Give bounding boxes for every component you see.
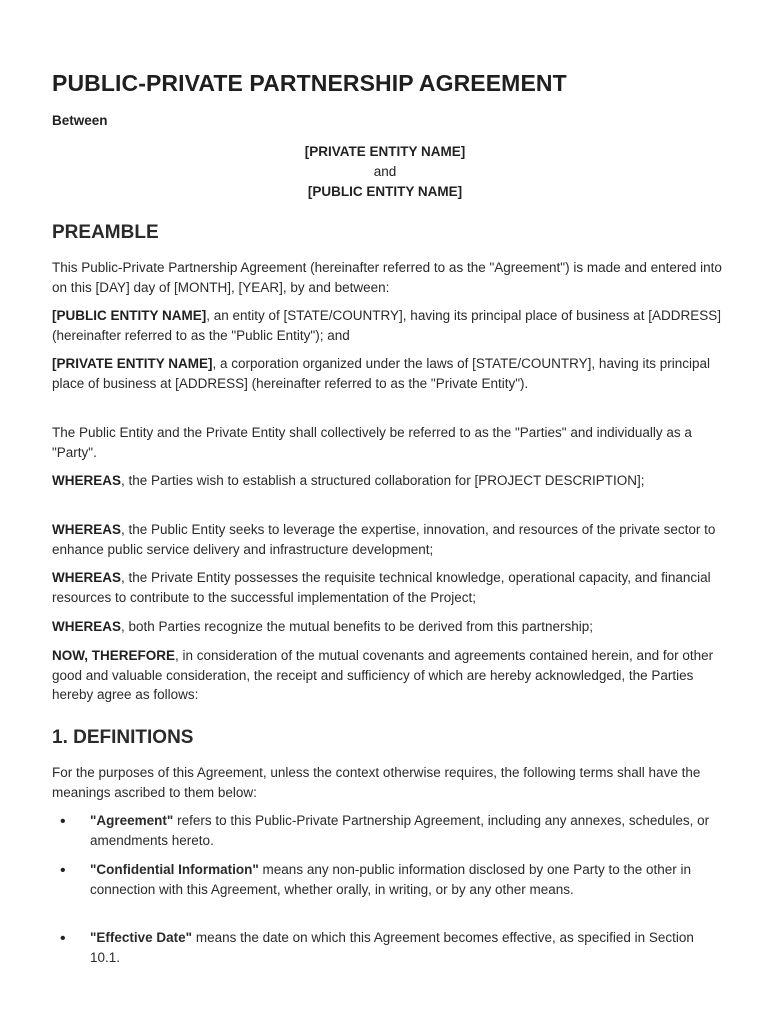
whereas-label: WHEREAS xyxy=(52,473,122,488)
public-entity-paragraph xyxy=(52,306,722,345)
preamble-heading: PREAMBLE xyxy=(52,222,159,243)
definition-text: means the date on which this Agreement becomes effective, as specified in Section 10.1. xyxy=(90,930,694,965)
definition-term: "Effective Date" xyxy=(90,930,193,945)
whereas-label: WHEREAS xyxy=(52,619,122,634)
whereas-text: , both Parties recognize the mutual benefits to be derived from this partnership; xyxy=(121,619,594,634)
definition-term: "Agreement" xyxy=(90,813,174,828)
bullet-icon: • xyxy=(60,930,66,947)
definition-item xyxy=(90,860,720,899)
whereas-text: , the Private Entity possesses the requisite technical knowledge, operational capacity, and financial resources to contribute to the successful implementation of the Project; xyxy=(52,570,711,605)
public-entity-bold: [PUBLIC ENTITY NAME] xyxy=(52,308,207,323)
and-word: and xyxy=(373,164,397,179)
whereas-paragraph-2 xyxy=(52,520,722,559)
document-title: PUBLIC-PRIVATE PARTNERSHIP AGREEMENT xyxy=(52,70,567,96)
private-entity-name: [PRIVATE ENTITY NAME] xyxy=(304,144,466,159)
between-label: Between xyxy=(52,113,108,128)
definition-item xyxy=(90,928,720,967)
now-therefore-paragraph xyxy=(52,646,722,705)
definitions-intro: For the purposes of this Agreement, unless the context otherwise requires, the following terms shall have the meanings ascribed to them below: xyxy=(52,765,701,800)
definition-text: means any non-public information disclosed by one Party to the other in connection with this Agreement, whether orally, in writing, or by any other means. xyxy=(90,862,692,897)
definition-item xyxy=(90,811,720,850)
whereas-paragraph-4 xyxy=(52,617,722,637)
now-therefore-label: NOW, THEREFORE xyxy=(52,648,176,663)
preamble-intro: This Public-Private Partnership Agreement (hereinafter referred to as the "Agreement") is made and entered into on this [DAY] day of [MONTH], [YEAR], by and between: xyxy=(52,260,722,295)
parties-block xyxy=(0,142,770,202)
public-entity-name: [PUBLIC ENTITY NAME] xyxy=(307,184,463,199)
definitions-heading: 1. DEFINITIONS xyxy=(52,727,194,748)
whereas-text: , the Public Entity seeks to leverage the expertise, innovation, and resources of the private sector to enhance public service delivery and infrastructure development; xyxy=(52,522,716,557)
bullet-icon: • xyxy=(60,813,66,830)
definition-term: "Confidential Information" xyxy=(90,862,259,877)
private-entity-bold: [PRIVATE ENTITY NAME] xyxy=(52,356,213,371)
bullet-icon: • xyxy=(60,862,66,879)
now-therefore-text: , in consideration of the mutual covenants and agreements contained herein, and for other good and valuable consideration, the receipt and sufficiency of which are hereby acknowledged, the Parties hereby agree as follows: xyxy=(52,648,714,702)
whereas-text: , the Parties wish to establish a structured collaboration for [PROJECT DESCRIPTION]; xyxy=(121,473,645,488)
whereas-paragraph-1 xyxy=(52,471,722,491)
whereas-label: WHEREAS xyxy=(52,522,122,537)
definition-text: refers to this Public-Private Partnership Agreement, including any annexes, schedules, or amendments hereto. xyxy=(90,813,710,848)
public-entity-text: , an entity of [STATE/COUNTRY], having its principal place of business at [ADDRESS] (hereinafter referred to as the "Public Entity"); and xyxy=(52,308,721,343)
whereas-label: WHEREAS xyxy=(52,570,122,585)
private-entity-paragraph xyxy=(52,354,722,393)
whereas-paragraph-3 xyxy=(52,568,722,607)
collective-paragraph: The Public Entity and the Private Entity shall collectively be referred to as the "Parties" and individually as a "Party". xyxy=(52,425,692,460)
private-entity-text: , a corporation organized under the laws of [STATE/COUNTRY], having its principal place of business at [ADDRESS] (hereinafter referred to as the "Private Entity"). xyxy=(52,356,710,391)
